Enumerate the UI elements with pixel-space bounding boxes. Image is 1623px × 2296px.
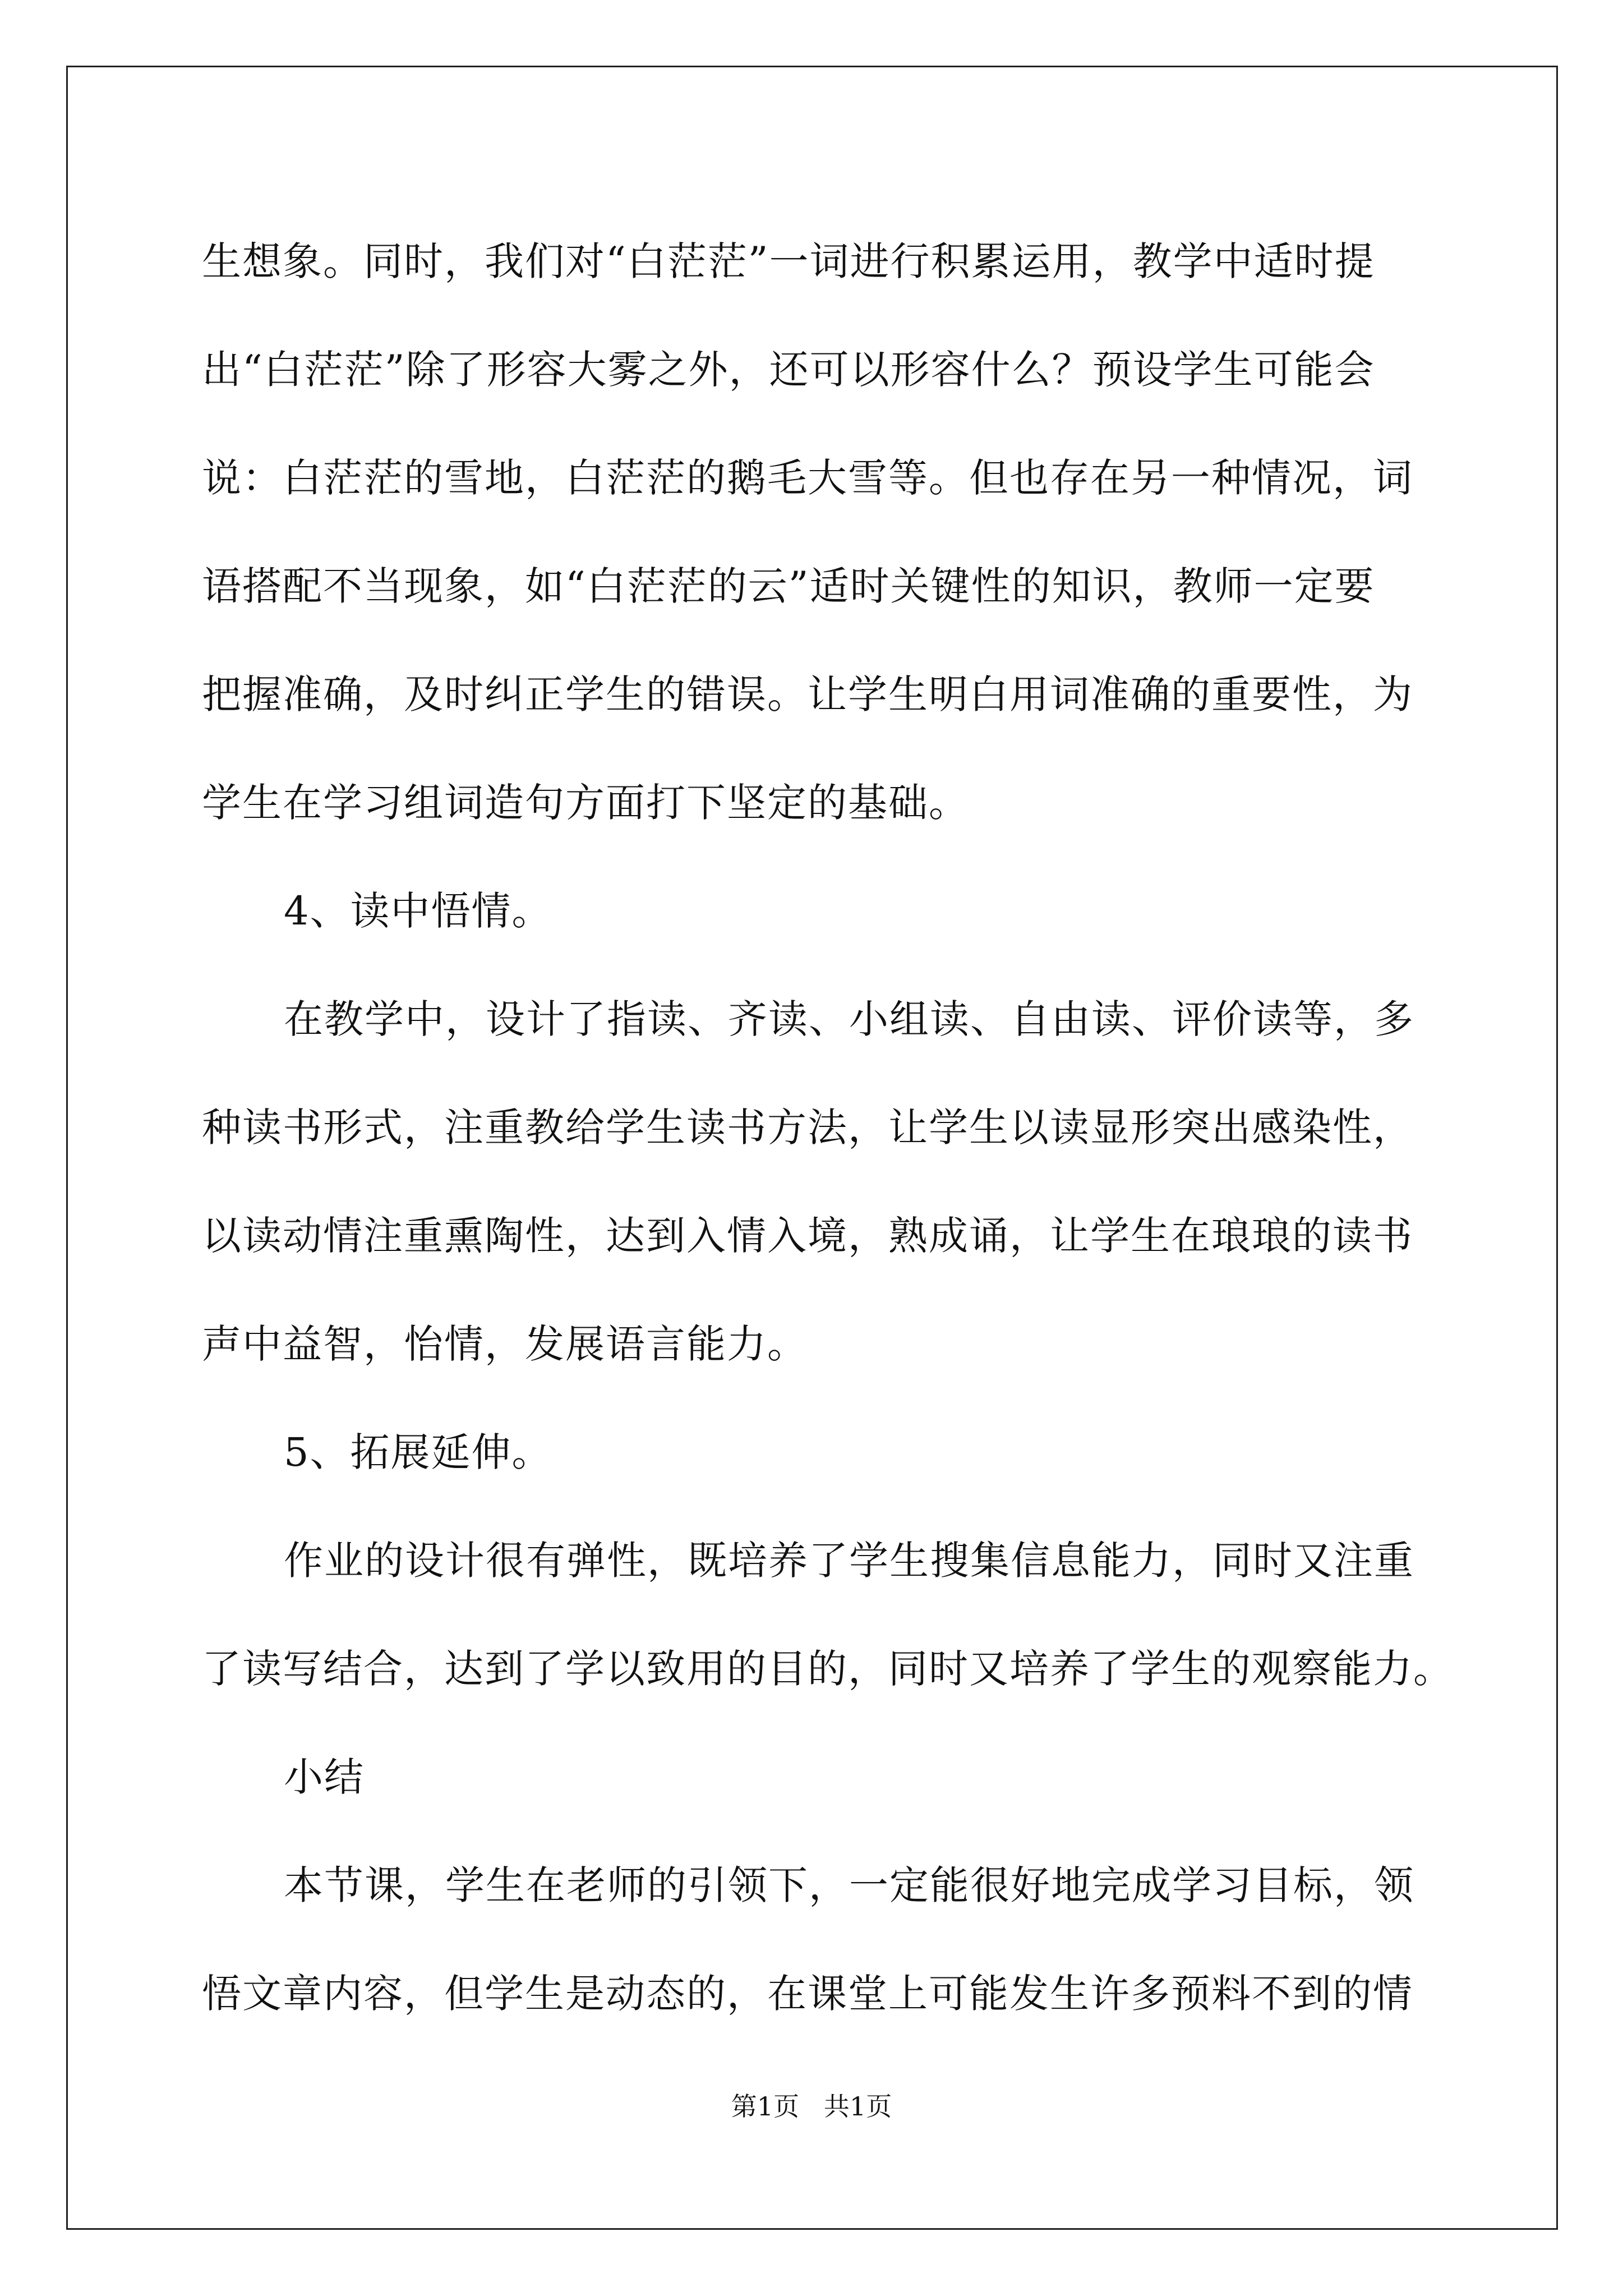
text-line: 出“白茫茫”除了形容大雾之外，还可以形容什么？预设学生可能会 — [202, 347, 1375, 393]
text-line: 声中益智，怡情，发展语言能力。 — [202, 1321, 808, 1367]
text-line: 以读动情注重熏陶性，达到入情入境，熟成诵，让学生在琅琅的读书 — [202, 1213, 1413, 1259]
text-line: 在教学中，设计了指读、齐读、小组读、自由读、评价读等，多 — [284, 996, 1414, 1042]
text-line: 语搭配不当现象，如“白茫茫的云”适时关键性的知识，教师一定要 — [202, 563, 1375, 609]
text-line: 学生在学习组词造句方面打下坚定的基础。 — [202, 780, 969, 826]
section-heading: 4、读中悟情。 — [284, 888, 552, 934]
section-heading: 5、拓展延伸。 — [284, 1429, 552, 1475]
text-line: 本节课，学生在老师的引领下，一定能很好地完成学习目标，领 — [284, 1862, 1414, 1908]
text-line: 作业的设计很有弹性，既培养了学生搜集信息能力，同时又注重 — [284, 1538, 1414, 1584]
text-line: 悟文章内容，但学生是动态的，在课堂上可能发生许多预料不到的情 — [202, 1971, 1413, 2017]
text-line: 把握准确，及时纠正学生的错误。让学生明白用词准确的重要性，为 — [202, 671, 1413, 717]
section-heading: 小结 — [284, 1754, 365, 1800]
text-line: 了读写结合，达到了学以致用的目的，同时又培养了学生的观察能力。 — [202, 1646, 1454, 1692]
document-body — [202, 208, 1454, 2048]
text-line: 种读书形式，注重教给学生读书方法，让学生以读显形突出感染性， — [202, 1105, 1413, 1151]
text-line: 说：白茫茫的雪地，白茫茫的鹅毛大雪等。但也存在另一种情况，词 — [202, 455, 1413, 501]
text-line: 生想象。同时，我们对“白茫茫”一词进行积累运用，教学中适时提 — [202, 238, 1375, 284]
page-number-footer: 第1页 共1页 — [731, 2091, 892, 2122]
